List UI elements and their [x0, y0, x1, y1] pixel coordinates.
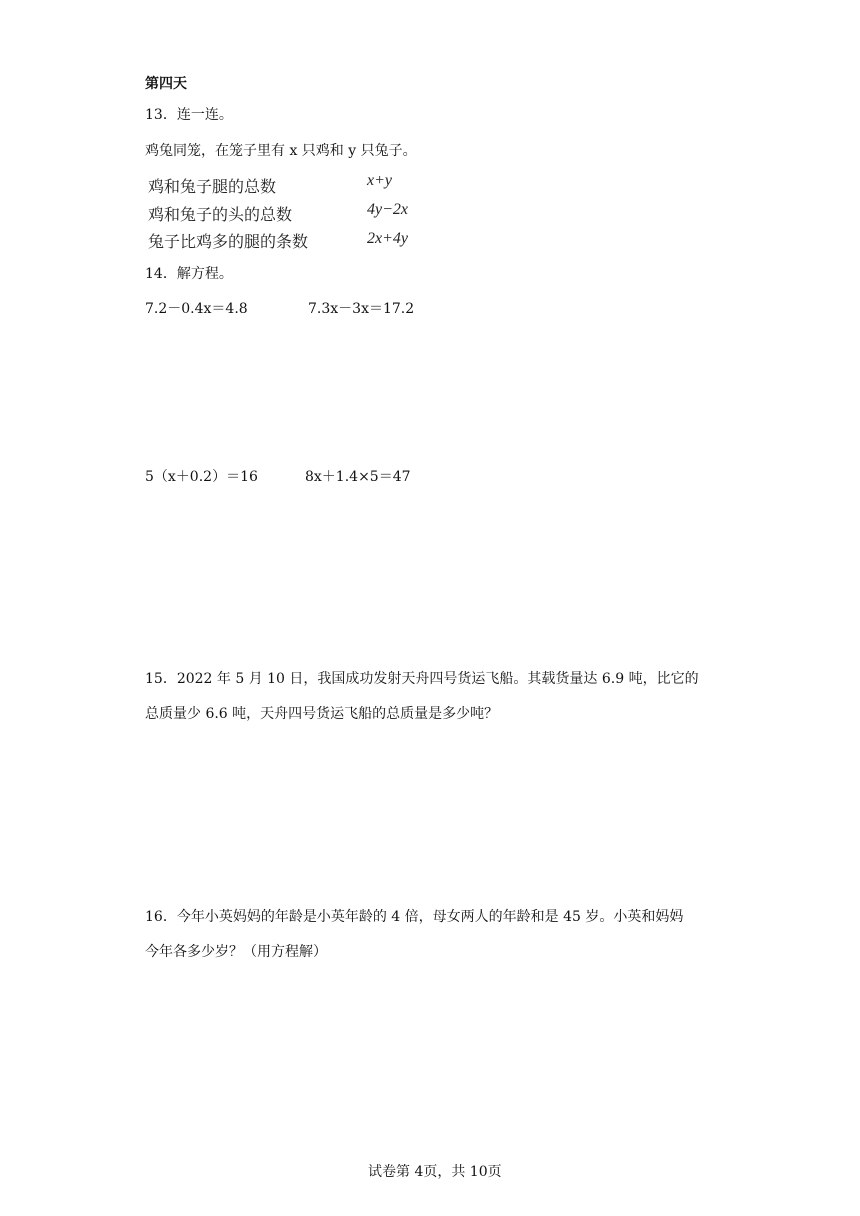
q15-line: 总质量少 6.6 吨，天舟四号货运飞船的总质量是多少吨？	[145, 706, 499, 722]
expression-text: x+y	[367, 172, 392, 189]
q13-heading: 13．连一连。	[145, 107, 233, 123]
expression-text: 2x+4y	[367, 230, 408, 247]
expression-text: 4y−2x	[367, 201, 408, 218]
match-right-item	[367, 201, 408, 219]
q16-line: 今年各多少岁？（用方程解）	[145, 944, 327, 960]
match-right-item	[367, 230, 408, 248]
equation: 7.3x－3x＝17.2	[308, 301, 415, 317]
match-left-item: 鸡和兔子的头的总数	[148, 205, 293, 224]
equation: 5（x＋0.2）＝16	[145, 469, 258, 485]
match-left-item: 兔子比鸡多的腿的条数	[148, 232, 309, 251]
q16-line: 16．今年小英妈妈的年龄是小英年龄的 4 倍，母女两人的年龄和是 45 岁。小英和妈妈	[145, 909, 684, 925]
match-left-item: 鸡和兔子腿的总数	[148, 177, 277, 196]
equation: 8x＋1.4×5＝47	[305, 469, 411, 485]
equation: 7.2－0.4x＝4.8	[145, 301, 248, 317]
q13-prompt: 鸡兔同笼，在笼子里有 x 只鸡和 y 只兔子。	[145, 143, 417, 159]
q14-heading: 14．解方程。	[145, 266, 233, 282]
q15-line: 15．2022 年 5 月 10 日，我国成功发射天舟四号货运飞船。其载货量达 6.9 吨，比它的	[145, 671, 699, 687]
page-footer: 试卷第 4页，共 10页	[368, 1164, 502, 1180]
section-title: 第四天	[145, 76, 187, 92]
match-right-item	[367, 172, 392, 190]
